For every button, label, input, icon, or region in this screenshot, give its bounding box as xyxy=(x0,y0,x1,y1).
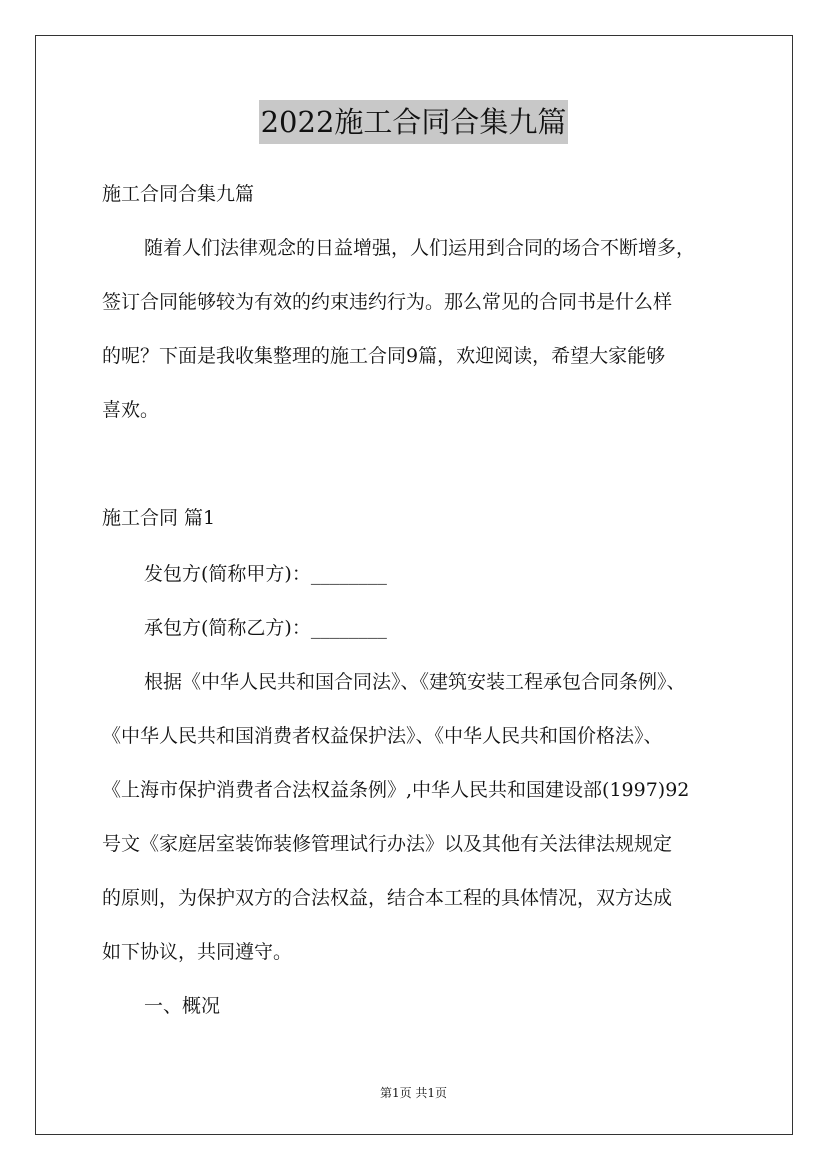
title-container xyxy=(0,100,827,144)
body-line-1: 根据《中华人民共和国合同法》、《建筑安装工程承包合同条例》、 xyxy=(144,671,686,693)
intro-line-1: 随着人们法律观念的日益增强，人们运用到合同的场合不断增多， xyxy=(144,237,696,259)
body-line-2: 《中华人民共和国消费者权益保护法》、《中华人民共和国价格法》、 xyxy=(102,725,663,747)
body-line-5: 的原则，为保护双方的合法权益，结合本工程的具体情况，双方达成 xyxy=(102,887,673,909)
intro-line-4: 喜欢。 xyxy=(102,399,160,421)
intro-line-2: 签订合同能够较为有效的约束违约行为。那么常见的合同书是什么样 xyxy=(102,291,673,313)
document-title: 2022施工合同合集九篇 xyxy=(259,100,569,144)
body-line-6: 如下协议，共同遵守。 xyxy=(102,941,293,963)
body-line-4: 号文《家庭居室装饰装修管理试行办法》以及其他有关法律法规规定 xyxy=(102,833,673,855)
section-heading: 施工合同 篇1 xyxy=(102,507,216,529)
body-line-3: 《上海市保护消费者合法权益条例》,中华人民共和国建设部(1997)92 xyxy=(102,779,690,801)
intro-line-3: 的呢？下面是我收集整理的施工合同9篇，欢迎阅读，希望大家能够 xyxy=(102,345,666,367)
party-b-line: 承包方(简称乙方)：________ xyxy=(144,617,387,639)
page-footer: 第1页 共1页 xyxy=(379,1086,448,1100)
party-a-line: 发包方(简称甲方)：________ xyxy=(144,563,387,585)
item-heading: 一、概况 xyxy=(144,995,221,1017)
document-subtitle: 施工合同合集九篇 xyxy=(102,183,255,205)
